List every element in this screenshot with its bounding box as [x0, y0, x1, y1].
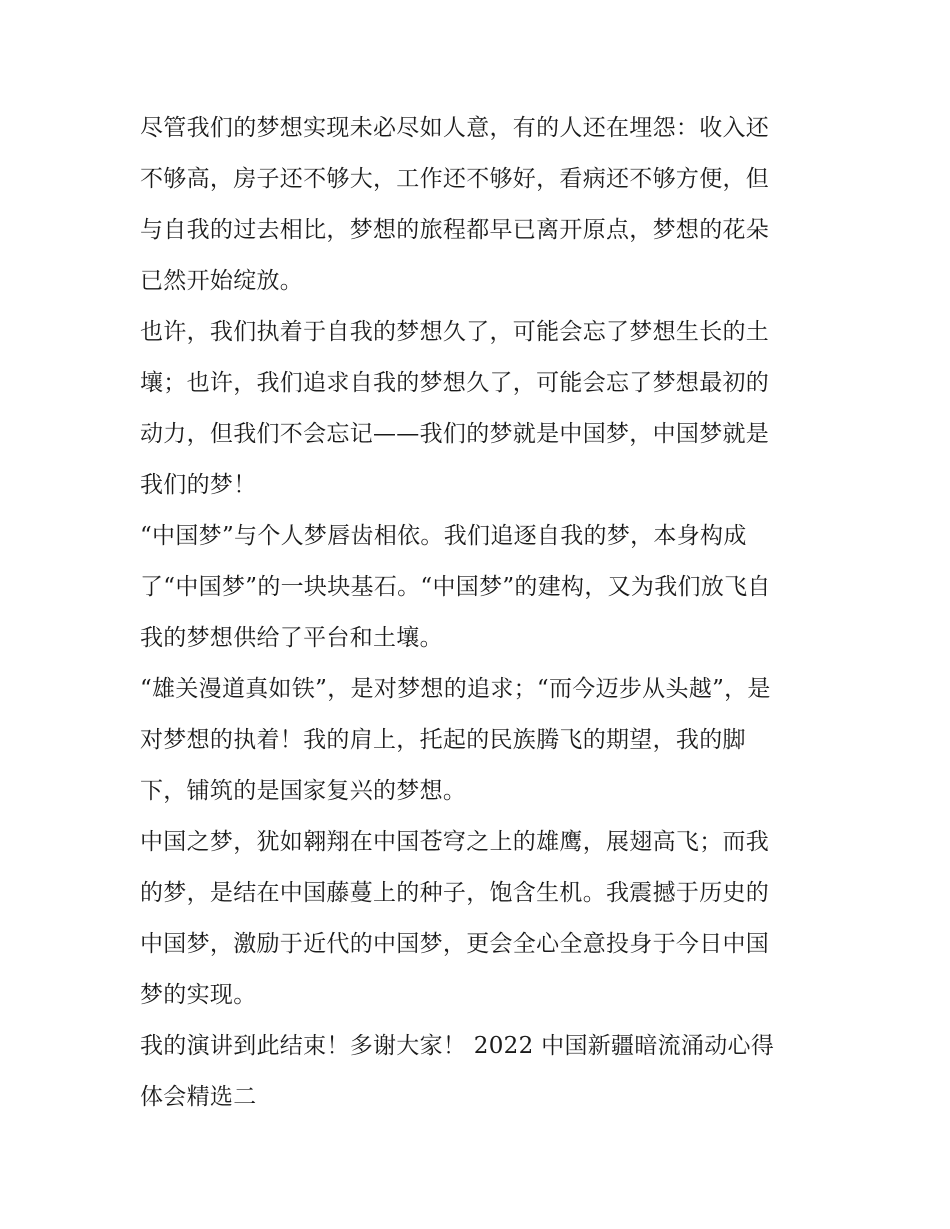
- text-line: 动力，但我们不会忘记——我们的梦就是中国梦，中国梦就是: [140, 421, 770, 447]
- text-line: “雄关漫道真如铁”，是对梦想的追求；“而今迈步从头越”，是: [140, 676, 771, 702]
- paragraph: [140, 817, 815, 1021]
- text-line: 我的梦想供给了平台和土壤。: [140, 625, 443, 651]
- paragraph: [140, 1021, 815, 1123]
- text-line: 也许，我们执着于自我的梦想久了，可能会忘了梦想生长的土: [140, 319, 770, 345]
- text-line: 对梦想的执着！我的肩上，托起的民族腾飞的期望，我的脚: [140, 727, 746, 753]
- text-line: 我们的梦！: [140, 472, 257, 498]
- text-line: 壤；也许，我们追求自我的梦想久了，可能会忘了梦想最初的: [140, 370, 770, 396]
- text-line: 中国之梦，犹如翱翔在中国苍穹之上的雄鹰，展翅高飞；而我: [140, 829, 770, 855]
- text-line: 已然开始绽放。: [140, 268, 304, 294]
- text-line: 中国梦，激励于近代的中国梦，更会全心全意投身于今日中国: [140, 931, 770, 957]
- text-line: 我的演讲到此结束！多谢大家！ 2022 中国新疆暗流涌动心得: [140, 1033, 775, 1059]
- text-line: 了“中国梦”的一块块基石。“中国梦”的建构，又为我们放飞自: [140, 574, 771, 600]
- text-line: 的梦，是结在中国藤蔓上的种子，饱含生机。我震撼于历史的: [140, 880, 770, 906]
- paragraph: [140, 103, 815, 307]
- paragraph: [140, 511, 815, 664]
- text-line: 梦的实现。: [140, 982, 257, 1008]
- document-body: [140, 103, 815, 1123]
- text-line: 体会精选二: [140, 1084, 257, 1110]
- paragraph: [140, 664, 815, 817]
- text-line: 尽管我们的梦想实现未必尽如人意，有的人还在埋怨：收入还: [140, 115, 770, 141]
- text-line: 不够高，房子还不够大，工作还不够好，看病还不够方便，但: [140, 166, 770, 192]
- text-line: 与自我的过去相比，梦想的旅程都早已离开原点，梦想的花朵: [140, 217, 770, 243]
- text-line: “中国梦”与个人梦唇齿相依。我们追逐自我的梦，本身构成: [140, 523, 747, 549]
- paragraph: [140, 307, 815, 511]
- text-line: 下，铺筑的是国家复兴的梦想。: [140, 778, 467, 804]
